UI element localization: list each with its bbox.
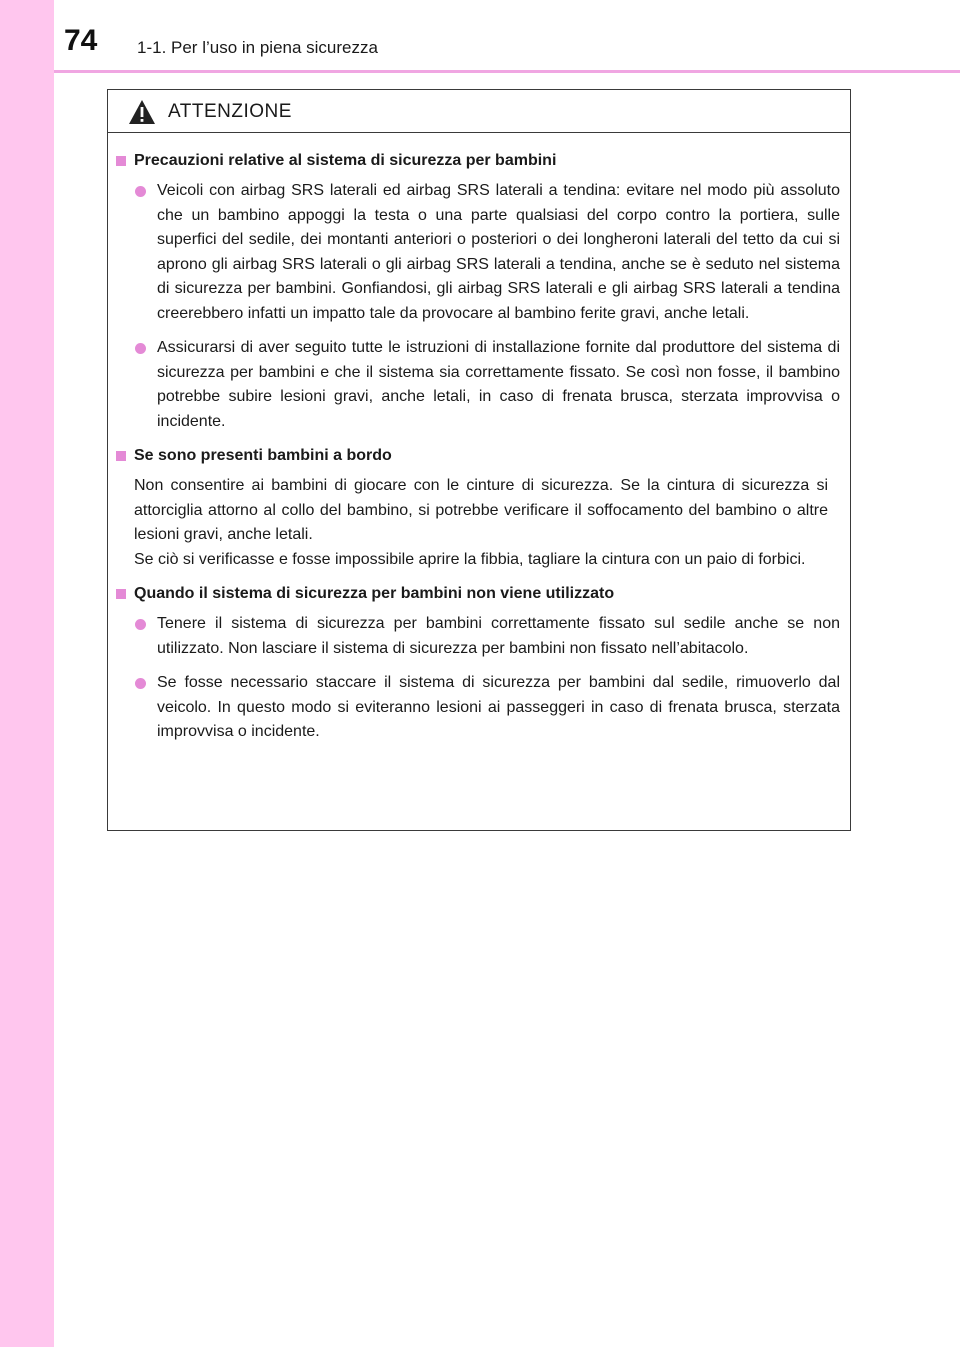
section-heading <box>116 444 842 468</box>
square-bullet-icon <box>116 589 126 599</box>
bullet-item <box>116 179 842 326</box>
bullet-item <box>116 612 842 661</box>
section-heading-text: Precauzioni relative al sistema di sicurezza per bambini <box>134 152 557 169</box>
section-heading-text: Quando il sistema di sicurezza per bambini non viene utilizzato <box>134 585 615 602</box>
paragraph-text: Non consentire ai bambini di giocare con le cinture di sicurezza. Se la cintura di sicurezza si attorciglia attorno al collo del bambino, si potrebbe verificare il soffocamento del bambino o altre lesioni gravi, anche letali. <box>134 477 828 543</box>
square-bullet-icon <box>116 451 126 461</box>
square-bullet-icon <box>116 156 126 166</box>
circle-bullet-icon <box>135 186 146 197</box>
bullet-item <box>116 336 842 434</box>
warning-header <box>108 90 850 133</box>
bullet-text: Veicoli con airbag SRS laterali ed airbag SRS laterali a tendina: evitare nel modo più assoluto che un bambino appoggi la testa o una parte qualsiasi del corpo contro la portiera, sulle superfici del sedile, dei montanti anteriori o posteriori o dei longheroni laterali del tetto da cui si aprono gli airbag SRS laterali o gli airbag SRS laterali a tendina, anche se è seduto nel sistema di sicurezza per bambini. Gonfiandosi, gli airbag SRS laterali e gli airbag SRS laterali a tendina creerebbero infatti un impatto tale da provocare al bambino ferite gravi, anche letali. <box>157 182 840 322</box>
section-heading <box>116 582 842 606</box>
section-heading <box>116 149 842 173</box>
paragraph <box>116 474 842 572</box>
page-number: 74 <box>64 24 98 57</box>
paragraph-text: Se ciò si verificasse e fosse impossibile aprire la fibbia, tagliare la cintura con un paio di forbici. <box>134 550 806 568</box>
warning-body <box>108 133 850 745</box>
header-rule <box>54 70 960 73</box>
bullet-item <box>116 671 842 745</box>
circle-bullet-icon <box>135 343 146 354</box>
circle-bullet-icon <box>135 619 146 630</box>
bullet-text: Assicurarsi di aver seguito tutte le istruzioni di installazione fornite dal produttore del sistema di sicurezza per bambini e che il sistema sia correttamente fissato. Se così non fosse, il bambino potrebbe subire lesioni gravi, anche letali, in caso di frenata brusca, sterzata improvvisa o incidente. <box>157 339 840 430</box>
warning-title: ATTENZIONE <box>168 101 292 122</box>
circle-bullet-icon <box>135 678 146 689</box>
section-title: 1-1. Per l’uso in piena sicurezza <box>137 38 378 57</box>
bullet-text: Tenere il sistema di sicurezza per bambini correttamente fissato sul sedile anche se non utilizzato. Non lasciare il sistema di sicurezza per bambini non fissato nell’abitacolo. <box>157 615 840 657</box>
bullet-text: Se fosse necessario staccare il sistema di sicurezza per bambini dal sedile, rimuoverlo dal veicolo. In questo modo si eviteranno lesioni ai passeggeri in caso di frenata brusca, sterzata improvvisa o incidente. <box>157 674 840 740</box>
warning-triangle-icon <box>128 99 156 125</box>
warning-box <box>107 89 851 831</box>
section-heading-text: Se sono presenti bambini a bordo <box>134 447 392 464</box>
side-color-strip <box>0 0 54 1347</box>
